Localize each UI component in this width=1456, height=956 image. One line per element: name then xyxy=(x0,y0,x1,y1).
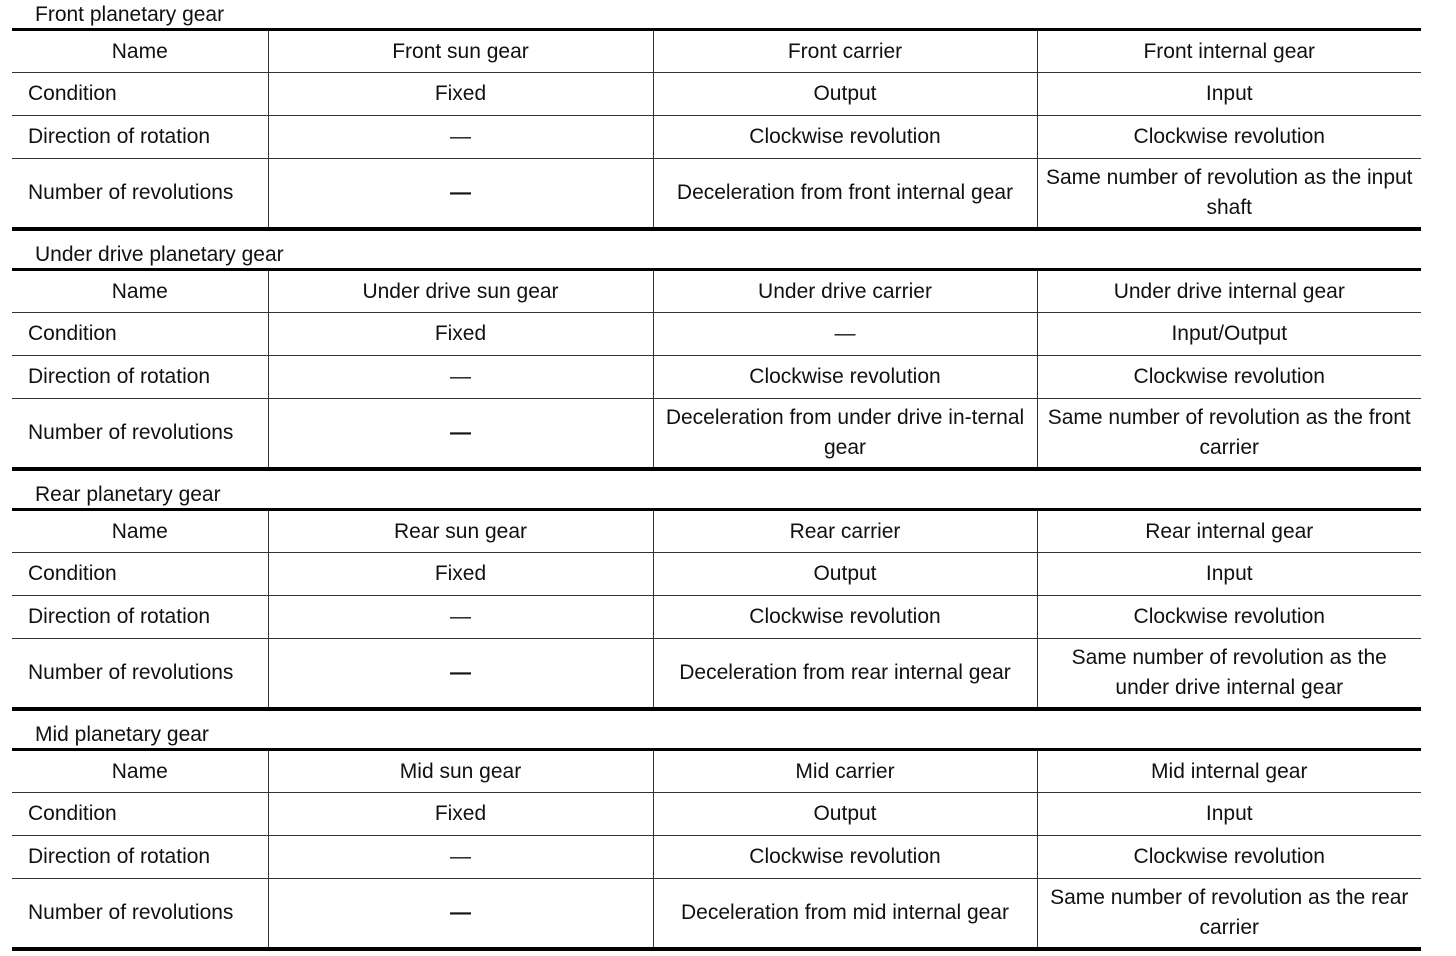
row-label-condition: Condition xyxy=(12,313,268,356)
table-cell: Input xyxy=(1037,73,1421,116)
row-label-name: Name xyxy=(12,270,268,313)
gear-table xyxy=(12,268,1421,471)
table-cell: Same number of revolution as the front carrier xyxy=(1037,399,1421,470)
row-label-condition: Condition xyxy=(12,73,268,116)
table-cell: Clockwise revolution xyxy=(1037,596,1421,639)
table-cell: Clockwise revolution xyxy=(653,596,1037,639)
table-cell: Fixed xyxy=(268,313,653,356)
column-header: Mid internal gear xyxy=(1037,750,1421,793)
table-cell: Deceleration from mid internal gear xyxy=(653,879,1037,950)
table-cell: Clockwise revolution xyxy=(1037,836,1421,879)
column-header: Under drive sun gear xyxy=(268,270,653,313)
table-cell: Deceleration from under drive in-ternal gear xyxy=(653,399,1037,470)
section-title: Under drive planetary gear xyxy=(35,243,284,266)
table-cell: Same number of revolution as the under drive internal gear xyxy=(1037,639,1421,710)
table-cell: Clockwise revolution xyxy=(1037,116,1421,159)
column-header: Front sun gear xyxy=(268,30,653,73)
table-cell: Fixed xyxy=(268,793,653,836)
table-cell: — xyxy=(653,313,1037,356)
table-row-name xyxy=(12,30,1421,73)
table-cell: Output xyxy=(653,553,1037,596)
table-cell: Clockwise revolution xyxy=(653,116,1037,159)
table-row-revolutions xyxy=(12,159,1421,230)
column-header: Front internal gear xyxy=(1037,30,1421,73)
row-label-direction: Direction of rotation xyxy=(12,836,268,879)
column-header: Under drive carrier xyxy=(653,270,1037,313)
table-row-direction xyxy=(12,836,1421,879)
table-cell: Fixed xyxy=(268,553,653,596)
table-cell: Fixed xyxy=(268,73,653,116)
table-row-condition xyxy=(12,793,1421,836)
table-cell: — xyxy=(268,399,653,470)
table-cell: — xyxy=(268,159,653,230)
table-cell: — xyxy=(268,879,653,950)
table-row-condition xyxy=(12,553,1421,596)
table-row-name xyxy=(12,750,1421,793)
column-header: Mid carrier xyxy=(653,750,1037,793)
table-cell: Deceleration from rear internal gear xyxy=(653,639,1037,710)
table-cell: Same number of revolution as the input shaft xyxy=(1037,159,1421,230)
gear-table xyxy=(12,508,1421,711)
table-cell: — xyxy=(268,116,653,159)
column-header: Rear internal gear xyxy=(1037,510,1421,553)
table-row-direction xyxy=(12,356,1421,399)
table-row-direction xyxy=(12,596,1421,639)
table-row-direction xyxy=(12,116,1421,159)
section-title: Front planetary gear xyxy=(35,3,225,26)
row-label-name: Name xyxy=(12,30,268,73)
column-header: Rear carrier xyxy=(653,510,1037,553)
table-row-revolutions xyxy=(12,879,1421,950)
table-cell: Input xyxy=(1037,553,1421,596)
row-label-revolutions: Number of revolutions xyxy=(12,639,268,710)
row-label-direction: Direction of rotation xyxy=(12,356,268,399)
gear-table xyxy=(12,748,1421,951)
table-cell: Clockwise revolution xyxy=(653,836,1037,879)
row-label-condition: Condition xyxy=(12,553,268,596)
column-header: Under drive internal gear xyxy=(1037,270,1421,313)
table-cell: Output xyxy=(653,793,1037,836)
table-row-condition xyxy=(12,313,1421,356)
row-label-direction: Direction of rotation xyxy=(12,116,268,159)
table-cell: — xyxy=(268,596,653,639)
table-cell: Input/Output xyxy=(1037,313,1421,356)
row-label-direction: Direction of rotation xyxy=(12,596,268,639)
section-title: Rear planetary gear xyxy=(35,483,221,506)
table-row-name xyxy=(12,270,1421,313)
row-label-condition: Condition xyxy=(12,793,268,836)
table-row-condition xyxy=(12,73,1421,116)
row-label-revolutions: Number of revolutions xyxy=(12,879,268,950)
table-cell: — xyxy=(268,836,653,879)
table-row-revolutions xyxy=(12,639,1421,710)
row-label-revolutions: Number of revolutions xyxy=(12,159,268,230)
row-label-name: Name xyxy=(12,510,268,553)
table-cell: Clockwise revolution xyxy=(1037,356,1421,399)
table-cell: Output xyxy=(653,73,1037,116)
table-cell: — xyxy=(268,639,653,710)
table-row-name xyxy=(12,510,1421,553)
table-cell: Clockwise revolution xyxy=(653,356,1037,399)
table-row-revolutions xyxy=(12,399,1421,470)
table-cell: Input xyxy=(1037,793,1421,836)
section-title: Mid planetary gear xyxy=(35,723,209,746)
table-cell: Same number of revolution as the rear carrier xyxy=(1037,879,1421,950)
row-label-name: Name xyxy=(12,750,268,793)
column-header: Rear sun gear xyxy=(268,510,653,553)
table-cell: Deceleration from front internal gear xyxy=(653,159,1037,230)
column-header: Mid sun gear xyxy=(268,750,653,793)
row-label-revolutions: Number of revolutions xyxy=(12,399,268,470)
column-header: Front carrier xyxy=(653,30,1037,73)
table-cell: — xyxy=(268,356,653,399)
gear-table xyxy=(12,28,1421,231)
